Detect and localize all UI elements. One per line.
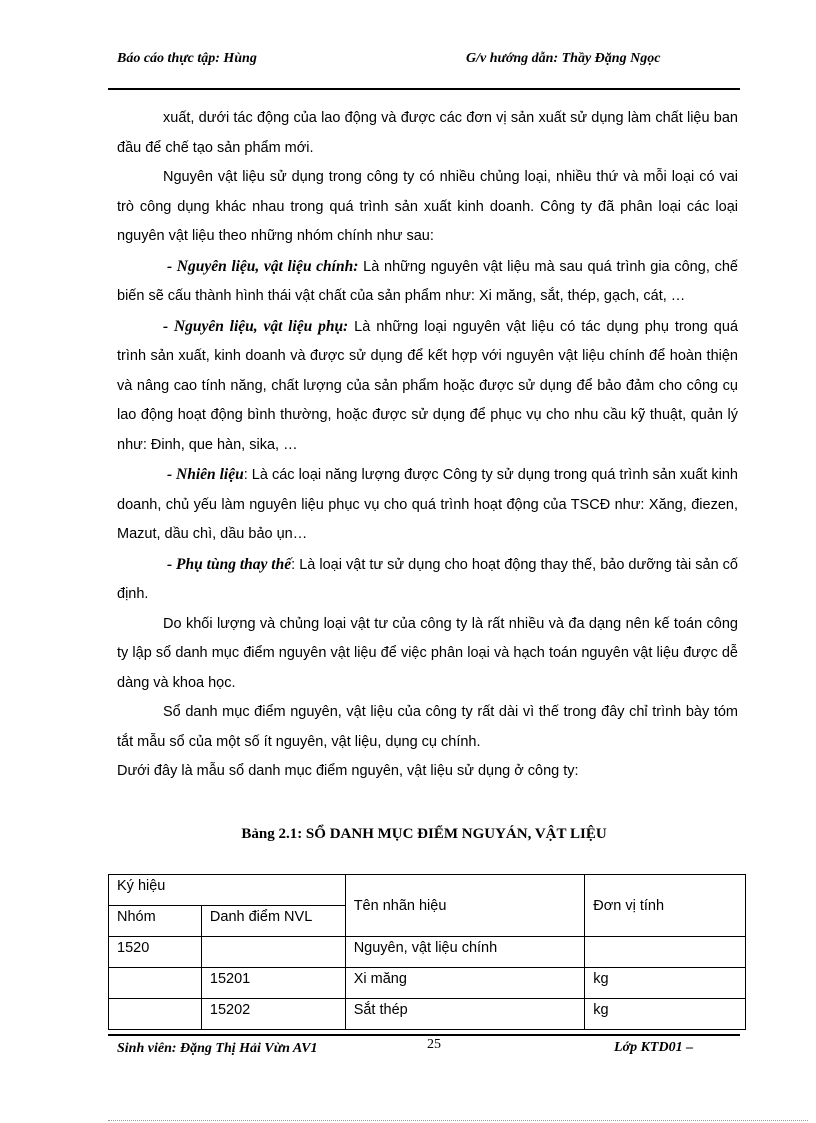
paragraph-aux-materials <box>117 312 738 461</box>
footer-student: Sinh viên: Đặng Thị Hải Vừn AV1 <box>117 1041 318 1056</box>
cell-don-vi <box>585 937 746 968</box>
footer-rule <box>108 1034 740 1036</box>
header-nhom: Nhóm <box>109 906 202 937</box>
cell-nhom: 1520 <box>109 937 202 968</box>
cell-danh-diem <box>201 937 345 968</box>
paragraph-2: Nguyên vật liệu sử dụng trong công ty có nhiều chủng loại, nhiều thứ và mỗi loại có vai trò công dụng khác nhau trong quá trình sản xuất kinh doanh. Công ty đã phân loại các loại nguyên vật liệu theo những nhóm chính như sau: <box>117 169 738 244</box>
paragraph-main-materials <box>117 252 738 312</box>
header-report-title: Báo cáo thực tập: Hùng <box>117 51 257 66</box>
header-danh-diem: Danh điểm NVL <box>201 906 345 937</box>
cell-ten: Xi măng <box>345 968 585 999</box>
cell-don-vi: kg <box>585 999 746 1030</box>
document-body <box>117 104 738 787</box>
paragraph-fuel <box>117 460 738 550</box>
header-ten-nhan-hieu: Tên nhãn hiệu <box>345 875 585 937</box>
paragraph-9: Dưới đây là mẫu sổ danh mục điểm nguyên, vật liệu sử dụng ở công ty: <box>117 763 579 779</box>
paragraph-spare-parts <box>117 550 738 610</box>
header-don-vi-tinh: Đơn vị tính <box>585 875 746 937</box>
header-kyhieu: Ký hiệu <box>109 875 346 906</box>
table-header-row <box>109 875 746 906</box>
header-supervisor: G/v hướng dẫn: Thầy Đặng Ngọc <box>466 51 661 66</box>
paragraph-1: xuất, dưới tác động của lao động và được các đơn vị sản xuất sử dụng làm chất liệu ban đầu để chế tạo sản phẩm mới. <box>117 110 738 156</box>
page-edge-divider <box>108 1120 808 1121</box>
text-spare-parts: : Là loại vật tư sử dụng cho hoạt động thay thế, bảo dưỡng tài sản cố định. <box>117 556 738 602</box>
footer-class: Lớp KTD01 – <box>614 1040 694 1055</box>
paragraph-7: Do khối lượng và chủng loại vật tư của công ty là rất nhiều và đa dạng nên kế toán công ty lập sổ danh mục điểm nguyên vật liệu để việc phân loại và hạch toán nguyên vật liệu được dễ dàng và khoa học. <box>117 615 738 691</box>
cell-danh-diem: 15201 <box>201 968 345 999</box>
table-row <box>109 968 746 999</box>
header-rule <box>108 88 740 90</box>
page-number: 25 <box>427 1037 441 1052</box>
cell-nhom <box>109 999 202 1030</box>
cell-danh-diem: 15202 <box>201 999 345 1030</box>
term-aux-materials: - Nguyên liệu, vật liệu phụ: <box>163 317 349 335</box>
term-fuel: - Nhiên liệu <box>167 466 244 483</box>
table-row <box>109 937 746 968</box>
cell-nhom <box>109 968 202 999</box>
table-row <box>109 999 746 1030</box>
text-aux-materials: Là những loại nguyên vật liệu có tác dụng phụ trong quá trình sản xuất, kinh doanh và được sử dụng để kết hợp với nguyên vật liệu chính để hoàn thiện và nâng cao tính năng, chất lượng của sản phẩm hoặc được sử dụng để bảo đảm cho công cụ lao động hoạt động bình thường, hoặc được sử dụng để phục vụ cho nhu cầu kỹ thuật, quản lý như: Đinh, que hàn, sika, … <box>117 318 739 453</box>
table-title: Bảng 2.1: SỔ DANH MỤC ĐIỂM NGUYÁN, VẬT LIỆU <box>241 826 607 842</box>
term-spare-parts: - Phụ tùng thay thế <box>167 555 292 573</box>
paragraph-8: Sổ danh mục điểm nguyên, vật liệu của công ty rất dài vì thế trong đây chỉ trình bày tóm tắt mẫu sổ của một số ít nguyên, vật liệu, dụng cụ chính. <box>117 704 738 750</box>
materials-table <box>108 874 746 1030</box>
cell-don-vi: kg <box>585 968 746 999</box>
term-main-materials: - Nguyên liệu, vật liệu chính: <box>167 257 359 275</box>
text-fuel: : Là các loại năng lượng được Công ty sử dụng trong quá trình sản xuất kinh doanh, chủ yếu làm nguyên liệu phục vụ cho quá trình hoạt động của TSCĐ như: Xăng, điezen, Mazut, dầu chì, dầu bảo ụn… <box>117 467 738 542</box>
text-main-materials: Là những nguyên vật liệu mà sau quá trình gia công, chế biến sẽ cấu thành hình thái vật chất của sản phẩm như: Xi măng, sắt, thép, gạch, cát, … <box>117 258 738 304</box>
cell-ten: Sắt thép <box>345 999 585 1030</box>
cell-ten: Nguyên, vật liệu chính <box>345 937 585 968</box>
